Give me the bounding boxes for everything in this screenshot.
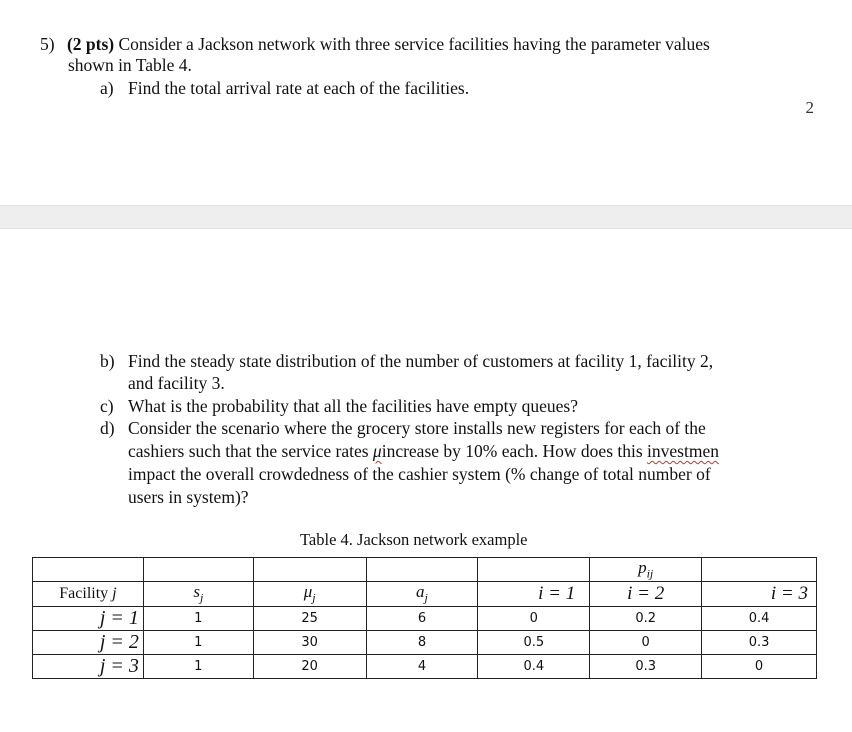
header-i2: i = 2 [590, 582, 702, 606]
table-row [33, 606, 817, 630]
cell-p1: 0 [478, 606, 590, 630]
part-c-label: c) [100, 396, 114, 416]
cell-empty [366, 558, 478, 582]
header-mu: $\mu_j$ [253, 582, 366, 606]
question-line-1 [40, 33, 710, 55]
cell-p3: 0.3 [702, 630, 817, 654]
part-d-text-4: users in system)? [128, 487, 249, 507]
question-points: (2 pts) [66, 34, 115, 54]
header-facility: Facility j [33, 582, 144, 606]
table-row [33, 654, 817, 678]
part-d-text-2b: increase by 10% each. How does this [381, 441, 648, 461]
row-label: j = 3 [33, 654, 144, 678]
question-line-2 [68, 54, 192, 76]
question-intro-2: shown in Table 4. [68, 55, 192, 75]
part-c [100, 395, 578, 417]
row-label: j = 2 [33, 630, 144, 654]
mu-symbol: μ [372, 441, 382, 461]
question-number: 5) [40, 34, 55, 54]
table-caption: Table 4. Jackson network example [300, 530, 528, 549]
cell-p2: 0.2 [590, 606, 702, 630]
part-d-line-1 [100, 417, 706, 439]
part-d-text-2a: cashiers such that the service rates [128, 441, 373, 461]
cell-p3: 0.4 [702, 606, 817, 630]
cell-s: 1 [143, 630, 253, 654]
part-b-text-1: Find the steady state distribution of the number of customers at facility 1, facility 2, [128, 351, 714, 371]
cell-p2: 0 [590, 630, 702, 654]
part-d-text-3: impact the overall crowdedness of the cashier system (% change of total number of [128, 464, 711, 484]
table-row [33, 630, 817, 654]
header-i3: i = 3 [702, 582, 817, 606]
part-d-line-4 [128, 486, 249, 508]
part-d-line-2 [128, 440, 719, 462]
cell-a: 4 [366, 654, 478, 678]
part-b-label: b) [100, 351, 115, 371]
cell-p1: 0.4 [478, 654, 590, 678]
pij-header: $p_{ij}$ [590, 558, 702, 582]
cell-s: 1 [143, 606, 253, 630]
part-d-text-1: Consider the scenario where the grocery store installs new registers for each of the [128, 418, 706, 438]
part-b-text-2: and facility 3. [128, 373, 225, 393]
cell-p3: 0 [702, 654, 817, 678]
part-a [100, 77, 469, 99]
row-label: j = 1 [33, 606, 144, 630]
part-b-line-2 [128, 372, 225, 394]
cell-mu: 30 [253, 630, 366, 654]
part-d-text-2c: investmen [647, 441, 719, 461]
cell-a: 6 [366, 606, 478, 630]
cell-empty [143, 558, 253, 582]
cell-p2: 0.3 [590, 654, 702, 678]
part-b-line-1 [100, 350, 713, 372]
cell-empty [478, 558, 590, 582]
part-d-line-3 [128, 463, 711, 485]
cell-mu: 20 [253, 654, 366, 678]
cell-empty [702, 558, 817, 582]
cell-p1: 0.5 [478, 630, 590, 654]
table-row-pij-header [33, 558, 817, 582]
page-break-bar [0, 205, 852, 229]
page-number: 2 [805, 98, 814, 117]
header-a: $a_j$ [366, 582, 478, 606]
question-intro-1: Consider a Jackson network with three service facilities having the parameter values [118, 34, 710, 54]
part-a-label: a) [100, 78, 114, 98]
header-s: $s_j$ [143, 582, 253, 606]
part-a-text: Find the total arrival rate at each of the facilities. [128, 78, 470, 98]
cell-a: 8 [366, 630, 478, 654]
cell-s: 1 [143, 654, 253, 678]
part-d-label: d) [100, 418, 115, 438]
cell-empty [33, 558, 144, 582]
cell-mu: 25 [253, 606, 366, 630]
jackson-table [32, 557, 817, 679]
cell-empty [253, 558, 366, 582]
part-c-text: What is the probability that all the facilities have empty queues? [128, 396, 578, 416]
header-i1: i = 1 [478, 582, 590, 606]
table-row-header [33, 582, 817, 606]
